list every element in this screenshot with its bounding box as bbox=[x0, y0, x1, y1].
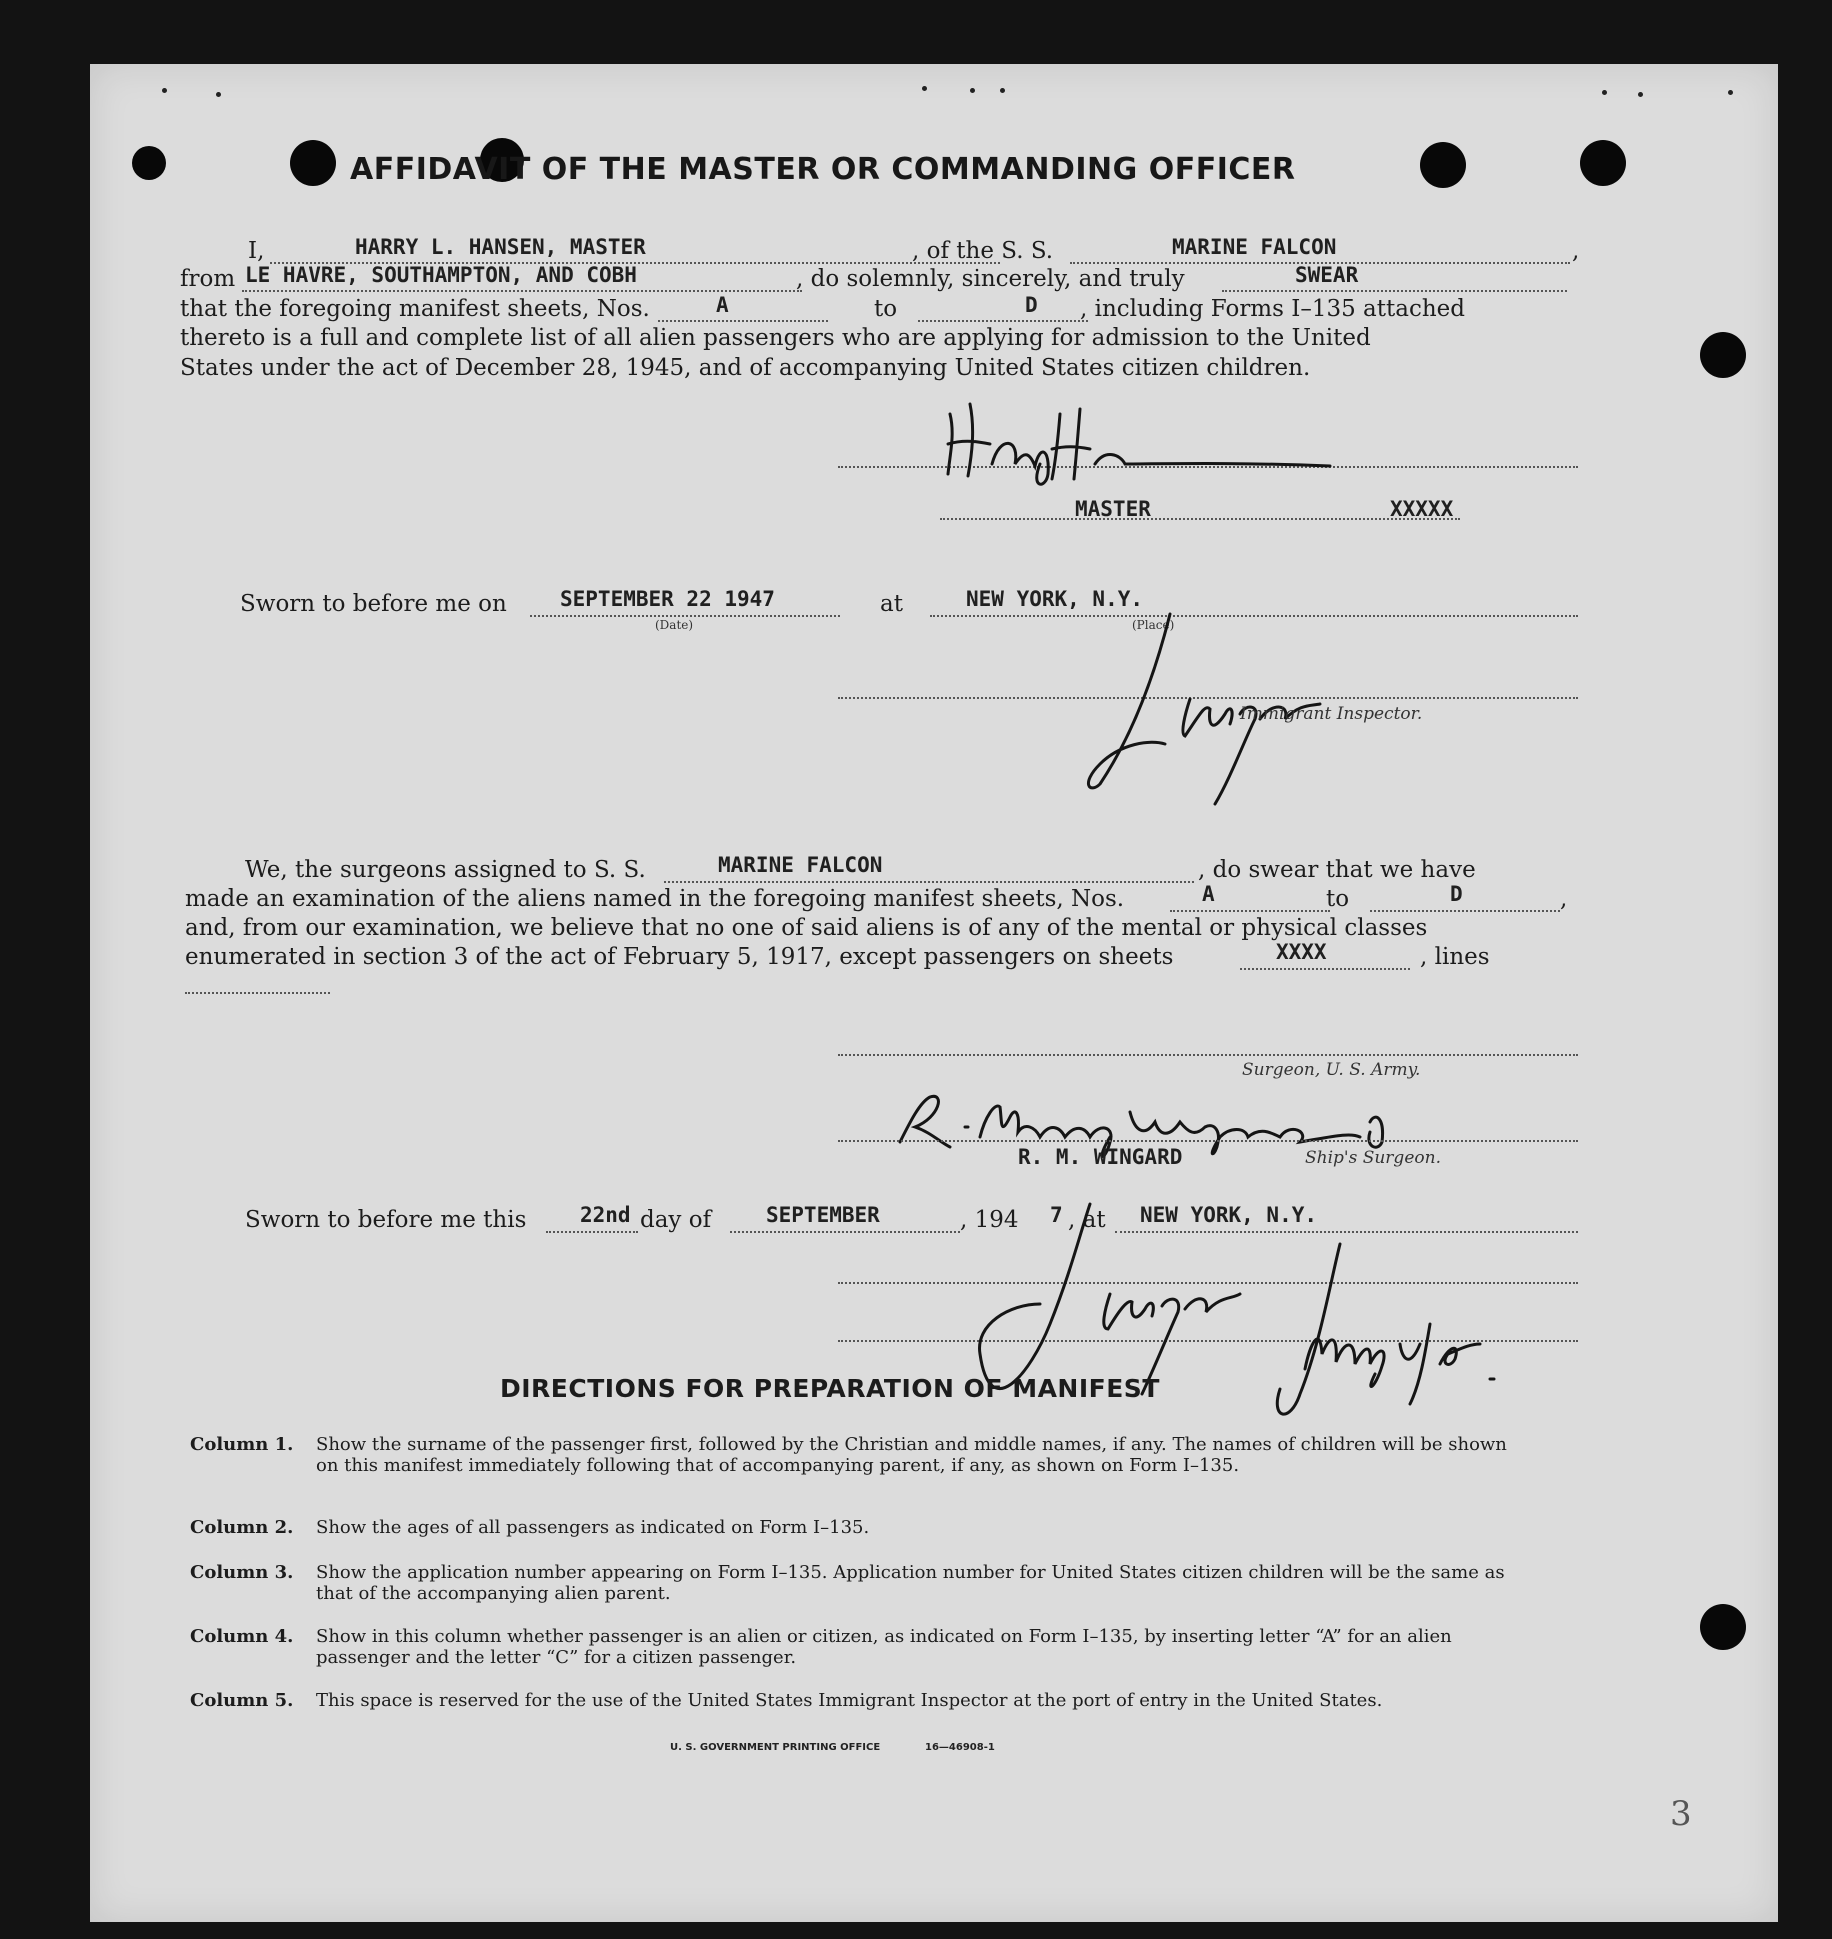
text-solemnly: , do solemnly, sincerely, and truly bbox=[796, 266, 1185, 292]
printer-imprint: U. S. GOVERNMENT PRINTING OFFICE bbox=[670, 1742, 881, 1753]
speck bbox=[922, 86, 927, 91]
affidavit-document bbox=[90, 64, 1778, 1922]
text-from: from bbox=[180, 266, 236, 292]
sworn2-year-digit: 7 bbox=[1050, 1203, 1063, 1227]
place-caption: (Place) bbox=[1132, 618, 1175, 632]
ports-value: LE HAVRE, SOUTHAMPTON, AND COBH bbox=[245, 263, 637, 287]
form-number: 16—46908-1 bbox=[925, 1742, 995, 1753]
sworn2-place-value: NEW YORK, N.Y. bbox=[1140, 1203, 1318, 1227]
text-thereto: thereto is a full and complete list of all alien passengers who are applying for admission to the United bbox=[180, 325, 1371, 351]
speck bbox=[1000, 88, 1005, 93]
sworn2-day-of: day of bbox=[640, 1207, 712, 1233]
speck bbox=[1602, 90, 1607, 95]
column-1-text: Show the surname of the passenger first, followed by the Christian and middle names, if any. The names of children will be shown on this manifest immediately following that of accompanying parent, if any, as shown on Form I–135. bbox=[316, 1434, 1507, 1476]
sworn-date-value: SEPTEMBER 22 1947 bbox=[560, 587, 775, 611]
dotted-line bbox=[546, 1231, 638, 1233]
text-comma: , bbox=[1572, 238, 1580, 264]
column-1-label: Column 1. bbox=[190, 1434, 294, 1455]
column-3-text: Show the application number appearing on Form I–135. Application number for United States citizen children will be the same as that of the accompanying alien parent. bbox=[316, 1562, 1505, 1604]
speck bbox=[970, 88, 975, 93]
text-i: I, bbox=[248, 238, 265, 264]
dotted-line bbox=[1370, 910, 1560, 912]
dotted-line bbox=[664, 881, 1194, 883]
ship-surgeon-caption: Ship's Surgeon. bbox=[1305, 1148, 1441, 1168]
dotted-line bbox=[1170, 910, 1330, 912]
dotted-line bbox=[940, 518, 1460, 520]
ship-surgeon-name: R. M. WINGARD bbox=[1018, 1145, 1183, 1169]
sworn2-day-value: 22nd bbox=[580, 1203, 631, 1227]
master-title-value: MASTER bbox=[1075, 497, 1151, 521]
surgeons-line4-prefix: enumerated in section 3 of the act of February 5, 1917, except passengers on sheets bbox=[185, 944, 1174, 970]
column-5-label: Column 5. bbox=[190, 1690, 294, 1711]
column-3-label: Column 3. bbox=[190, 1562, 294, 1583]
affidavit-title: AFFIDAVIT OF THE MASTER OR COMMANDING OFFICER bbox=[350, 152, 1296, 187]
speck bbox=[1728, 90, 1733, 95]
surgeons-from-value: A bbox=[1202, 882, 1215, 906]
surgeons-line2: made an examination of the aliens named in the foregoing manifest sheets, Nos. bbox=[185, 886, 1125, 912]
column-2-text: Show the ages of all passengers as indicated on Form I–135. bbox=[316, 1517, 870, 1538]
text-of-the-ss: , of the S. S. bbox=[912, 238, 1054, 264]
speck bbox=[162, 88, 167, 93]
dotted-line bbox=[918, 320, 1088, 322]
column-2-label: Column 2. bbox=[190, 1517, 294, 1538]
surgeons-to-word: to bbox=[1326, 886, 1350, 912]
sworn2-at: , at bbox=[1068, 1207, 1106, 1233]
ship-name-value: MARINE FALCON bbox=[1172, 235, 1337, 259]
sworn-prefix: Sworn to before me on bbox=[240, 591, 507, 617]
sworn2-prefix: Sworn to before me this bbox=[245, 1207, 527, 1233]
dotted-line bbox=[1222, 290, 1567, 292]
dotted-line bbox=[530, 615, 840, 617]
surgeons-ship-value: MARINE FALCON bbox=[718, 853, 883, 877]
sheet-to-value: D bbox=[1025, 293, 1038, 317]
surgeons-line1-prefix: We, the surgeons assigned to S. S. bbox=[245, 857, 646, 883]
dotted-line bbox=[730, 1231, 960, 1233]
inspector-caption: Immigrant Inspector. bbox=[1240, 704, 1423, 724]
sworn2-year-prefix: , 194 bbox=[960, 1207, 1019, 1233]
column-4-text: Show in this column whether passenger is an alien or citizen, as indicated on Form I–135, by inserting letter “A” for an alien passenger and the letter “C” for a citizen passenger. bbox=[316, 1626, 1452, 1668]
date-caption: (Date) bbox=[655, 618, 694, 632]
master-signature bbox=[930, 394, 1350, 484]
signature-line bbox=[838, 1054, 1578, 1056]
signature-line bbox=[838, 1140, 1578, 1142]
surgeons-line1-suffix: , do swear that we have bbox=[1198, 857, 1476, 883]
punch-hole bbox=[1700, 1604, 1746, 1650]
column-5-text: This space is reserved for the use of the United States Immigrant Inspector at the port of entry in the United States. bbox=[316, 1690, 1383, 1711]
punch-hole bbox=[1420, 142, 1466, 188]
column-4-label: Column 4. bbox=[190, 1626, 294, 1647]
punch-hole bbox=[1700, 332, 1746, 378]
text-states-under: States under the act of December 28, 1945, and of accompanying United States citizen children. bbox=[180, 355, 1311, 381]
surgeons-line3: and, from our examination, we believe that no one of said aliens is of any of the mental or physical classes bbox=[185, 915, 1428, 941]
punch-hole bbox=[1580, 140, 1626, 186]
text-including: , including Forms I–135 attached bbox=[1080, 296, 1465, 322]
punch-hole bbox=[132, 146, 166, 180]
dotted-line bbox=[658, 320, 828, 322]
speck bbox=[216, 92, 221, 97]
text-to: to bbox=[874, 296, 898, 322]
surgeons-line4-suffix: , lines bbox=[1420, 944, 1490, 970]
army-surgeon-caption: Surgeon, U. S. Army. bbox=[1242, 1060, 1421, 1080]
speck bbox=[1638, 92, 1643, 97]
text-foregoing: that the foregoing manifest sheets, Nos. bbox=[180, 296, 650, 322]
margin-mark: 3 bbox=[1670, 1794, 1692, 1834]
directions-title: DIRECTIONS FOR PREPARATION OF MANIFEST bbox=[500, 1374, 1160, 1403]
dotted-line bbox=[1240, 968, 1410, 970]
surgeons-comma: , bbox=[1560, 886, 1568, 912]
sheet-from-value: A bbox=[716, 293, 729, 317]
master-name-value: HARRY L. HANSEN, MASTER bbox=[355, 235, 646, 259]
struck-title-value: XXXXX bbox=[1390, 497, 1454, 521]
surgeons-sheets-value: XXXX bbox=[1276, 940, 1327, 964]
oath-value: SWEAR bbox=[1295, 263, 1359, 287]
dotted-line bbox=[185, 992, 330, 994]
sworn-at: at bbox=[880, 591, 903, 617]
sworn2-month-value: SEPTEMBER bbox=[766, 1203, 880, 1227]
surgeons-to-value: D bbox=[1450, 882, 1463, 906]
sworn-place-value: NEW YORK, N.Y. bbox=[966, 587, 1144, 611]
punch-hole bbox=[290, 140, 336, 186]
